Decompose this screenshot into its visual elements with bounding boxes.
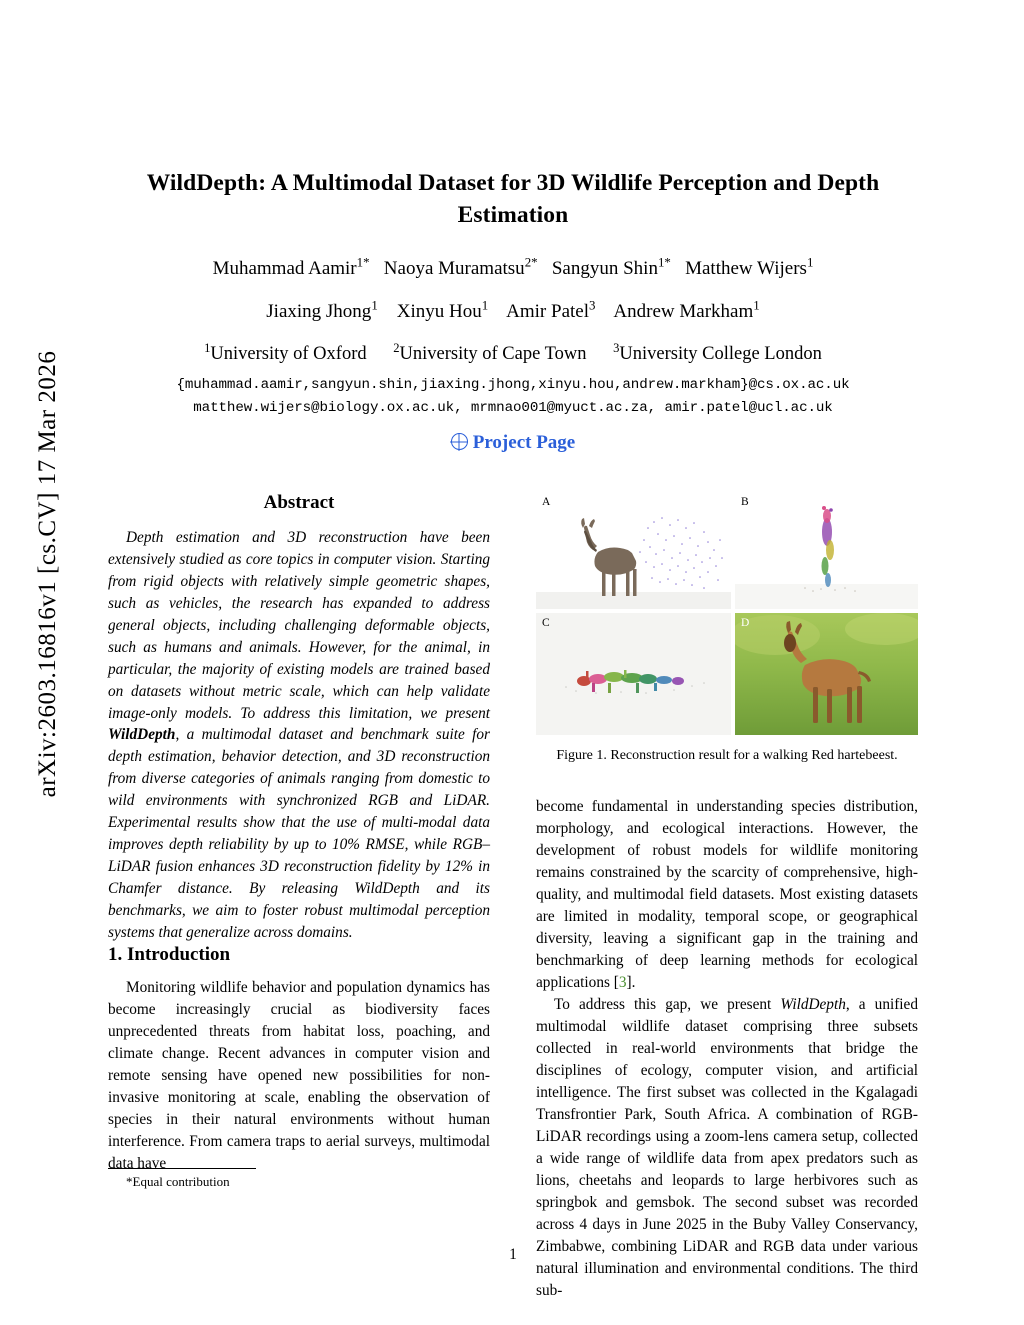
figure-1-caption: Figure 1. Reconstruction result for a walking Red hartebeest. <box>556 748 898 763</box>
section-heading-introduction: 1. Introduction <box>108 943 231 965</box>
figure-1-image <box>536 492 918 735</box>
arxiv-stamp: arXiv:2603.16816v1 [cs.CV] 17 Mar 2026 <box>34 350 61 798</box>
abstract-part2: , a multimodal dataset and benchmark suite for depth estimation, behavior detection, and 3D reconstruction from diverse categories of animals ranging from domestic to wild environments with synchronized RGB and LiDAR. Experimental results show that the use of multi-modal data improves depth reliability by up to 10% RMSE, while RGB–LiDAR fusion enhances 3D reconstruction fidelity by 12% in Chamfer distance. By releasing WildDepth and its benchmarks, we aim to foster robust multimodal perception systems that generalize across domains. <box>108 726 490 941</box>
affiliation-sup: 3 <box>613 341 620 356</box>
figure-panel-d <box>735 613 918 735</box>
author-name: Sangyun Shin <box>551 257 658 279</box>
panel-b-graphic <box>735 492 918 609</box>
panel-label-c: C <box>542 617 550 629</box>
abstract-bold-term: WildDepth <box>108 726 176 744</box>
affiliation-name: University of Oxford <box>210 344 367 365</box>
author-sup: 1* <box>657 254 671 270</box>
project-page-link-wrapper <box>108 432 918 454</box>
panel-label-b: B <box>741 496 749 508</box>
email-line-1: {muhammad.aamir,sangyun.shin,jiaxing.jhong,xinyu.hou,andrew.markham}@cs.ox.ac.uk <box>176 377 850 394</box>
abstract-text <box>108 527 490 944</box>
abstract-heading: Abstract <box>263 492 335 513</box>
left-column <box>108 492 490 1175</box>
authors-line-2 <box>108 296 918 325</box>
author-sup: 3 <box>589 297 596 313</box>
author <box>383 254 538 279</box>
author-name: Xinyu Hou <box>396 300 482 322</box>
footnote <box>108 1168 490 1190</box>
panel-a-graphic <box>536 492 731 609</box>
author <box>266 297 378 322</box>
intro-p3-post: , a unified multimodal wildlife dataset comprising three subsets collected in real-world environments that bridge the disciplines of ecology, computer vision, and artificial intelligence. The first subset was collected in the Kgalagadi Transfrontier Park, South Africa. A combination of RGB-LiDAR recordings using a zoom-lens camera setup, collected a wide range of wildlife data from apex predators such as lions, cheetahs and leopards to large herbivores such as springbok and gemsbok. The second subset was recorded across 4 days in June 2025 in the Buby Valley Conservancy, Zimbabwe, combining LiDAR and RGB data under various natural illumination and environmental conditions. The third sub- <box>536 996 918 1300</box>
affiliation <box>613 341 822 365</box>
affiliation-sup: 2 <box>393 341 400 356</box>
affiliation-name: University College London <box>619 344 822 365</box>
affiliation-sup: 1 <box>204 341 211 356</box>
intro-paragraph-1: Monitoring wildlife behavior and population dynamics has become increasingly crucial as biodiversity faces unprecedented threats from habitat loss, poaching, and climate change. Recent advances in computer vision and remote sensing have opened new possibilities for non-invasive monitoring at scale, enabling the observation of species in their natural environments without human interference. From camera traps to aerial surveys, multimodal data have <box>108 978 490 1172</box>
citation-link[interactable]: 3 <box>618 974 627 992</box>
author-name: Matthew Wijers <box>685 257 807 279</box>
footnote-rule <box>108 1168 256 1169</box>
author-name: Andrew Markham <box>613 300 754 322</box>
author-name: Amir Patel <box>506 300 590 322</box>
author <box>685 254 814 279</box>
figure-panel-b <box>735 492 918 609</box>
author <box>212 254 370 279</box>
panel-c-graphic <box>536 613 731 735</box>
author <box>506 297 596 322</box>
author <box>551 254 671 279</box>
page-number: 1 <box>509 1246 517 1263</box>
page-title: WildDepth: A Multimodal Dataset for 3D Wildlife Perception and Depth Estimation <box>146 170 880 228</box>
paper-page <box>108 0 918 1325</box>
intro-p3-pre: To address this gap, we present <box>554 996 781 1014</box>
intro-p2-pre: become fundamental in understanding species distribution, morphology, and ecological interactions. However, the development of robust models for wildlife monitoring remains constrained by the scarcity of comprehensive, high-quality, and multimodal field datasets. Most existing datasets are limited in modality, temporal scope, or geographical diversity, leaving a significant gap in the training and benchmarking of deep learning methods for ecological applications [ <box>536 798 918 992</box>
right-column <box>536 796 918 1302</box>
figure-1 <box>536 492 918 766</box>
figure-panel-a <box>536 492 731 609</box>
author-sup: 1* <box>356 254 370 270</box>
abstract-part1: Depth estimation and 3D reconstruction have been extensively studied as core topics in computer vision. Starting from rigid objects with relatively simple geometric shapes, such as vehicles, the research has expanded to address general objects, including challenging deformable objects, such as humans and animals. However, for the animal, in particular, the majority of existing models are trained based on datasets without metric scale, which can help validate image-only models. To address this limitation, we present <box>108 529 490 722</box>
author-sup: 1 <box>481 297 489 313</box>
author <box>396 297 489 322</box>
authors-line-1 <box>108 253 918 282</box>
author-sup: 1 <box>806 254 814 270</box>
panel-label-a: A <box>542 496 551 508</box>
globe-icon <box>451 433 468 450</box>
panel-d-graphic <box>735 613 918 735</box>
affiliations-line <box>108 341 918 365</box>
affiliation <box>393 341 587 365</box>
affiliation <box>204 341 367 365</box>
intro-p3-italic: WildDepth <box>780 996 846 1014</box>
affiliation-name: University of Cape Town <box>399 344 587 365</box>
panel-label-d: D <box>741 617 750 629</box>
figure-panel-c <box>536 613 731 735</box>
intro-paragraph-2 <box>536 796 918 994</box>
author-name: Naoya Muramatsu <box>383 257 525 279</box>
body-columns <box>108 492 918 1300</box>
author-name: Muhammad Aamir <box>212 257 357 279</box>
author-sup: 1 <box>753 297 760 313</box>
author-sup: 2* <box>524 254 538 270</box>
project-page-link[interactable]: Project Page <box>472 432 576 454</box>
author-sup: 1 <box>371 297 378 313</box>
email-line-2: matthew.wijers@biology.ox.ac.uk, mrmnao001@myuct.ac.za, amir.patel@ucl.ac.uk <box>193 400 833 417</box>
footnote-text: *Equal contribution <box>126 1174 230 1189</box>
author <box>613 297 760 322</box>
author-name: Jiaxing Jhong <box>266 300 372 322</box>
intro-p2-post: ]. <box>626 974 636 992</box>
